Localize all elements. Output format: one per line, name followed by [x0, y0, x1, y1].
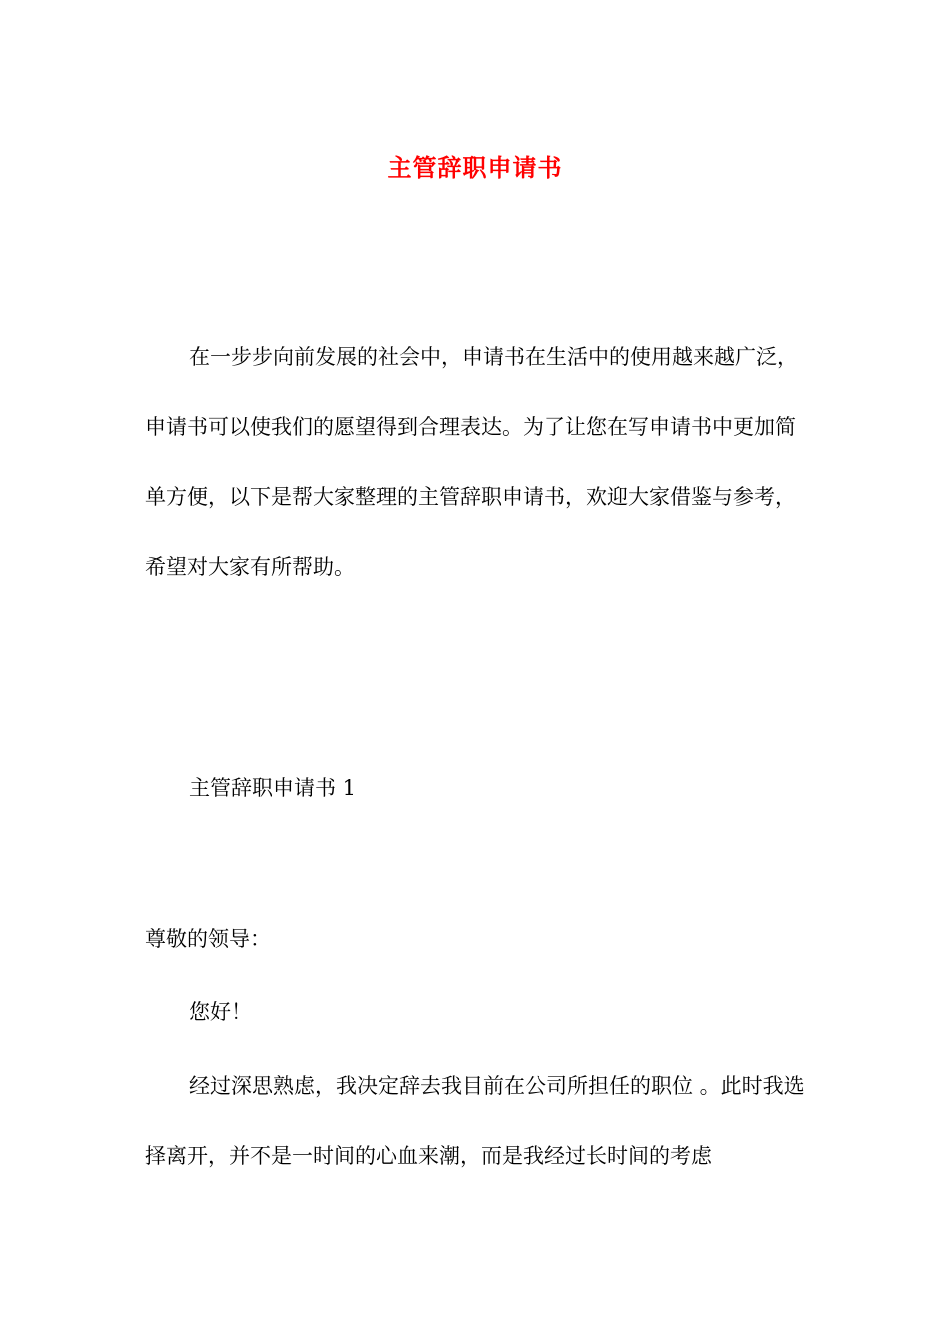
letter-greeting: 您好！ — [189, 1000, 252, 1024]
document-title: 主管辞职申请书 — [387, 153, 563, 183]
section-heading: 主管辞职申请书 1 — [189, 776, 357, 800]
letter-body-paragraph: 经过深思熟虑，我决定辞去我目前在公司所担任的职位 。此时我选择离开，并不是一时间的心血来潮，而是我经过长时间的考虑 — [145, 1074, 805, 1168]
intro-paragraph: 在一步步向前发展的社会中，申请书在生活中的使用越来越广泛，申请书可以使我们的愿望得到合理表达。为了让您在写申请书中更加简单方便，以下是帮大家整理的主管辞职申请书，欢迎大家借鉴与参考，希望对大家有所帮助。 — [145, 345, 798, 579]
letter-salutation: 尊敬的领导： — [145, 927, 271, 951]
